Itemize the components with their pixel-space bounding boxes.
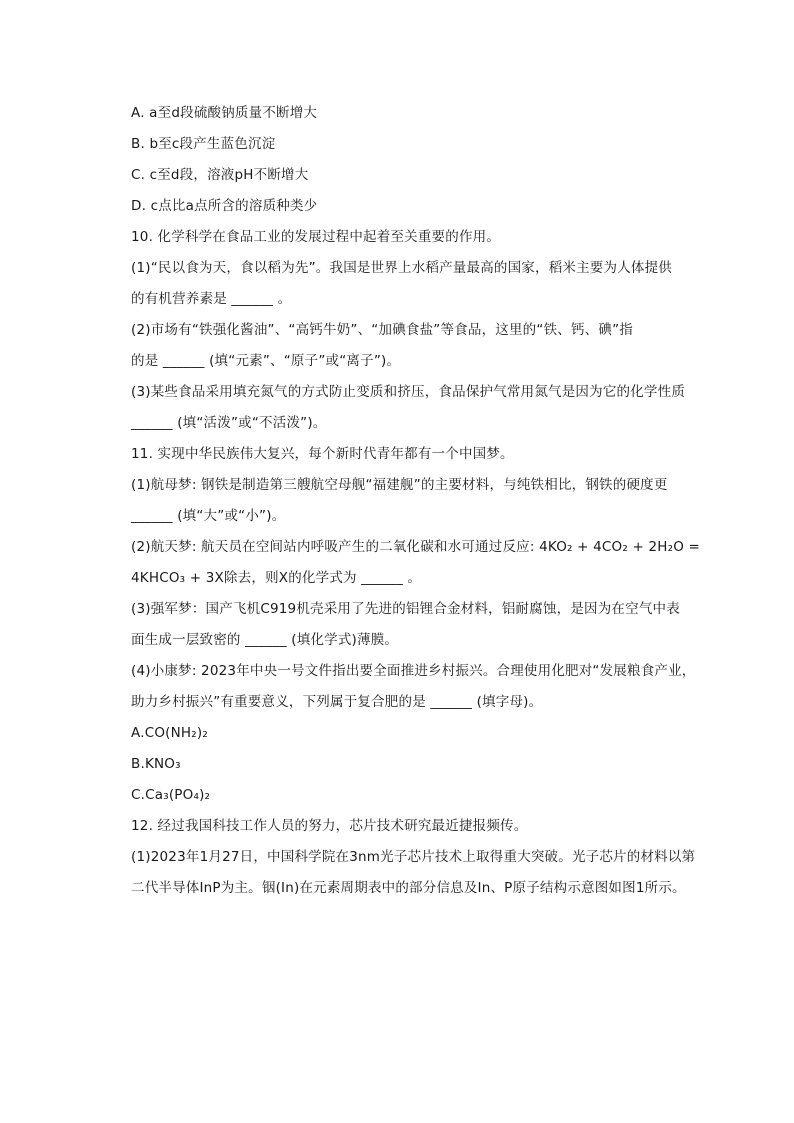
question-10-part-3: (3)某些食品采用填充氮气的方式防止变质和挤压，食品保护气常用氮气是因为它的化学性质: [131, 384, 686, 400]
question-11-part-3-cont: 面生成一层致密的 ______ (填化学式)薄膜。: [131, 632, 399, 648]
question-10-part-3-cont: ______ (填“活泼”或“不活泼”)。: [131, 415, 327, 431]
question-11-part-1: (1)航母梦: 钢铁是制造第三艘航空母舰“福建舰”的主要材料，与纯铁相比，钢铁的硬度更: [131, 477, 668, 493]
question-11-stem: 11. 实现中华民族伟大复兴，每个新时代青年都有一个中国梦。: [131, 446, 514, 462]
question-12-part-1-cont: 二代半导体InP为主。铟(In)在元素周期表中的部分信息及In、P原子结构示意图如图1所示。: [131, 880, 686, 896]
question-12-stem: 12. 经过我国科技工作人员的努力，芯片技术研究最近捷报频传。: [131, 818, 528, 834]
question-11-part-1-cont: ______ (填“大”或“小”)。: [131, 508, 286, 524]
option-b: B. b至c段产生蓝色沉淀: [131, 136, 276, 152]
question-11-part-4: (4)小康梦: 2023年中央一号文件指出要全面推进乡村振兴。合理使用化肥对“发展粮食产业，: [131, 663, 696, 679]
question-11-part-4-cont: 助力乡村振兴”有重要意义，下列属于复合肥的是 ______ (填字母)。: [131, 694, 543, 710]
question-11-part-2-cont: 4KHCO₃ + 3X除去，则X的化学式为 ______ 。: [131, 570, 422, 586]
option-d: D. c点比a点所含的溶质种类少: [131, 198, 318, 214]
question-10-stem: 10. 化学科学在食品工业的发展过程中起着至关重要的作用。: [131, 229, 501, 245]
option-c: C. c至d段，溶液pH不断增大: [131, 167, 309, 183]
question-10-part-2: (2)市场有“铁强化酱油”、“高钙牛奶”、“加碘食盐”等食品，这里的“铁、钙、碘”指: [131, 322, 633, 338]
question-10-part-1-cont: 的有机营养素是 ______ 。: [131, 291, 292, 307]
choice-c: C.Ca₃(PO₄)₂: [131, 787, 211, 803]
choice-b: B.KNO₃: [131, 756, 181, 772]
choice-a: A.CO(NH₂)₂: [131, 725, 208, 741]
option-a: A. a至d段硫酸钠质量不断增大: [131, 105, 318, 121]
question-11-part-3: (3)强军梦：国产飞机C919机壳采用了先进的铝锂合金材料，铝耐腐蚀，是因为在空气中表: [131, 601, 680, 617]
question-10-part-2-cont: 的是 ______ (填“元素”、“原子”或“离子”)。: [131, 353, 401, 369]
question-10-part-1: (1)“民以食为天，食以稻为先”。我国是世界上水稻产量最高的国家，稻米主要为人体提供: [131, 260, 673, 276]
question-12-part-1: (1)2023年1月27日，中国科学院在3nm光子芯片技术上取得重大突破。光子芯片的材料以第: [131, 849, 696, 865]
question-11-part-2: (2)航天梦: 航天员在空间站内呼吸产生的二氧化碳和水可通过反应: 4KO₂ + 4CO₂ + 2H₂O =: [131, 539, 701, 555]
